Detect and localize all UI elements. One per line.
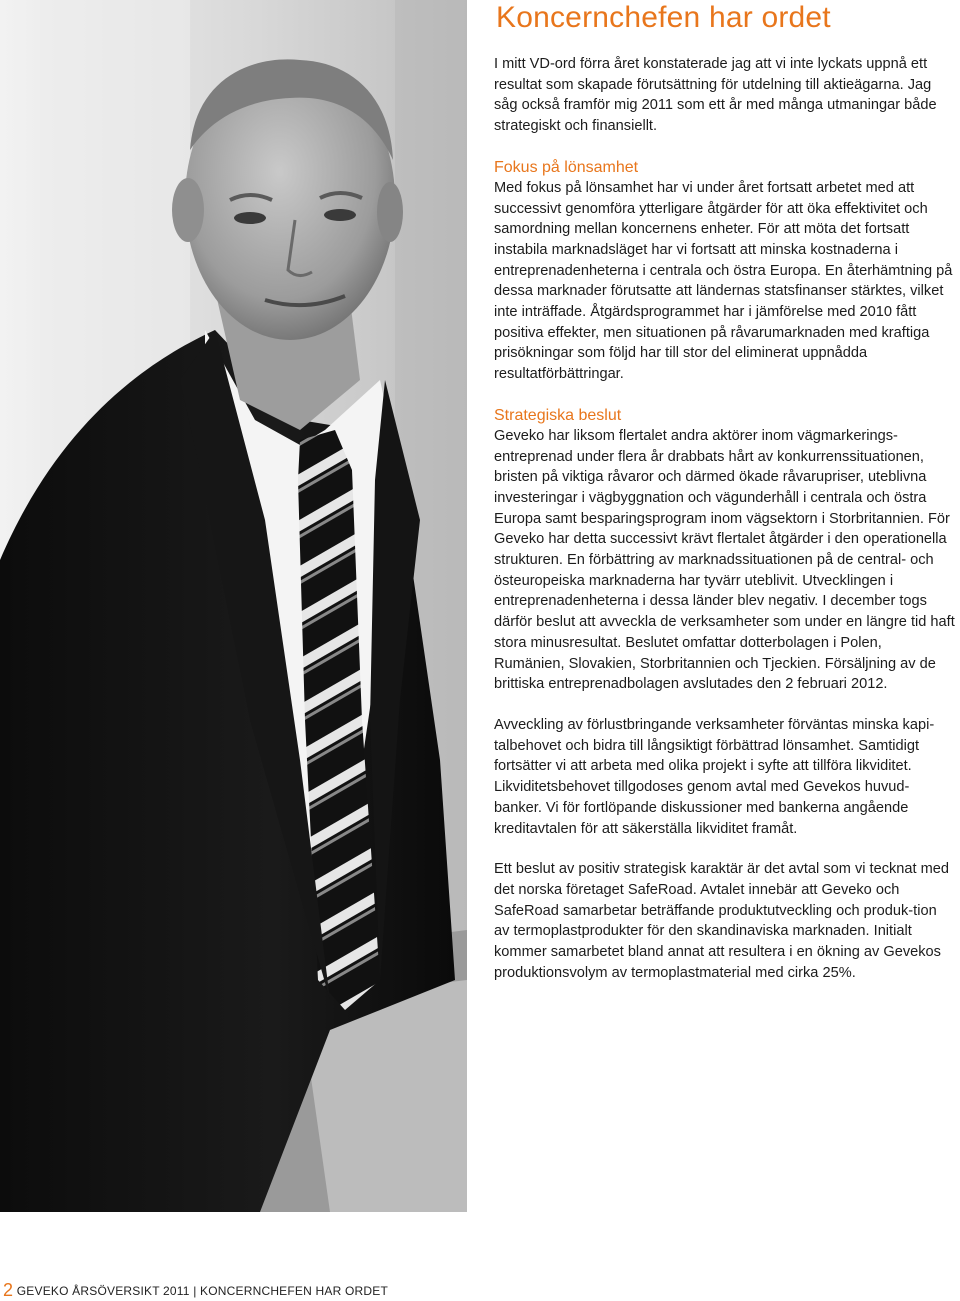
intro-paragraph: I mitt VD-ord förra året konstaterade jag att vi inte lyckats uppnå ett resultat som skapade förutsättning för utdelning till aktieägarna. Jag såg också framför mig 2011 som ett år med många utmaningar både strategiskt och finansiellt. [494,56,937,135]
page-title: Koncernchefen har ordet [496,1,831,34]
section-fokus-pa-lonsamhet [494,157,956,385]
article-body [494,54,956,1003]
page-footer [3,1280,388,1301]
section-heading: Fokus på lönsamhet [494,158,639,176]
section-heading: Strategiska beslut [494,406,622,424]
ceo-portrait-photo [0,0,467,1212]
section-paragraph: Geveko har liksom flertalet andra aktörer inom vägmarkerings-entreprenad under flera år drabbats hårt av konkurrenssituationen, bristen på viktiga råvaror och därmed ökade råvarupriser, uteblivna investeringar i vägbyggnation och vägunderhåll i centrala och östra Europa samt besparingsprogram inom vägsektorn i Storbritannien. För Geveko har detta successivt krävt flertalet åtgärder i den operationella strukturen. En förbättring av marknadssituationen på de central- och östeuropeiska marknaderna har tyvärr uteblivit. Utvecklingen i entreprenadenheterna i dessa länder blev negativ. I december togs därför beslut att avveckla de verksamheter som under en längre tid haft stora minusresultat. Beslutet omfattar dotterbolagen i Polen, Rumänien, Slovakien, Storbritannien och Tjeckien. Försäljning av de brittiska entreprenadbolagen avslutades den 2 februari 2012. [494,427,955,693]
paragraph-saferoad: Ett beslut av positiv strategisk karaktär är det avtal som vi tecknat med det norska företaget SafeRoad. Avtalet innebär att Geveko och SafeRoad samarbetar beträffande produktutveckling och produk-tion av termoplastprodukter för den skandinaviska marknaden. Initialt kommer samarbetet bland annat att resultera i en ökning av Gevekos produktionsvolym av termoplastmaterial med cirka 25%. [494,861,950,981]
section-paragraph: Med fokus på lönsamhet har vi under året fortsatt arbetet med att successivt genomföra ytterligare åtgärder för att öka effektivitet och samordning mellan koncernens enheter. För att möta det fortsatt instabila marknadsläget har vi fortsatt att minska kostnaderna i entreprenadenheterna i centrala och östra Europa. En återhämtning på dessa marknader förutsatte att ländernas statsfinanser stärktes, vilket inte inträffade. Åtgärdsprogrammet har i jämförelse med 2010 fått positiva effekter, men situationen på råvarumarknaden med kraftiga prisökningar som följd har till stor del eliminerat uppnådda resultatförbättringar. [494,179,953,383]
footer-text: GEVEKO ÅRSÖVERSIKT 2011 | KONCERNCHEFEN HAR ORDET [16,1284,388,1298]
page-number: 2 [3,1280,14,1300]
section-strategiska-beslut [494,405,956,695]
paragraph-likviditet: Avveckling av förlustbringande verksamheter förväntas minska kapi-talbehovet och bidra till långsiktigt förbättrad lönsamhet. Samtidigt fortsätter vi att arbeta med olika projekt i syfte att tillföra likviditet. Likviditetsbehovet tillgodoses genom avtal med Gevekos huvud-banker. Vi för fortlöpande diskussioner med bankerna angående kreditavtalen för att säkerställa likviditet framåt. [494,716,935,837]
